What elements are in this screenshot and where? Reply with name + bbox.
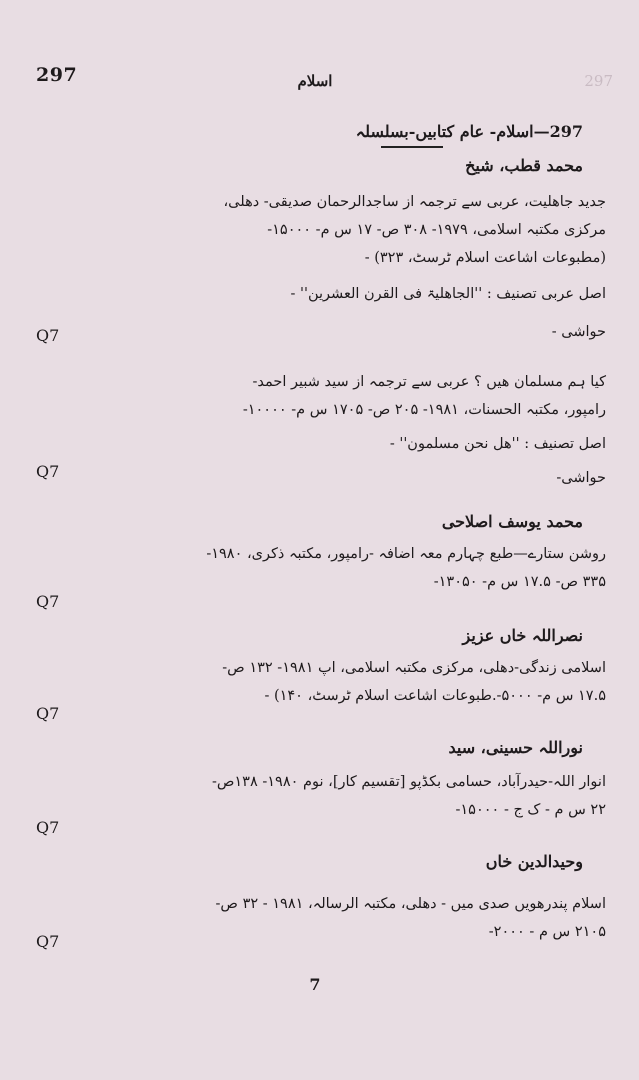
bleed-through-page-number: 297 <box>584 72 613 90</box>
classification-code: Q7 <box>36 818 60 837</box>
section-underline <box>381 146 443 148</box>
footer-page-number: 7 <box>309 975 321 994</box>
author-heading: محمد قطب، شیخ <box>465 156 583 175</box>
page-number: 297 <box>36 64 78 86</box>
classification-code: Q7 <box>36 704 60 723</box>
entry-line: اصل عربی تصنیف : ''الجاھلیۃ فی القرن العشرین'' - <box>290 286 606 302</box>
author-heading: نوراللہ حسینی، سید <box>448 738 583 757</box>
entry-line: انوار اللہ-حیدرآباد، حسامی بکڈپو [تقسیم کار]، نوم ۱۹۸۰- ۱۳۸ص- <box>211 774 606 790</box>
entry-line: ۱۷.۵ س م- ۵۰۰۰-.طبوعات اشاعت اسلام ٹرسٹ، ۱۴۰) - <box>264 688 606 704</box>
classification-code: Q7 <box>36 462 60 481</box>
entry-line: روشن ستارے—طبع چہارم معہ اضافہ -رامپور، مکتبہ ذکری، ۱۹۸۰- <box>206 546 606 562</box>
bibliographic-entry <box>35 654 606 710</box>
author-heading: وحیدالدین خاں <box>485 852 583 871</box>
bibliographic-entry <box>35 768 606 824</box>
page-header-title: اسلام <box>297 72 333 90</box>
entry-line: حواشی- <box>556 470 606 486</box>
classification-code: Q7 <box>36 932 60 951</box>
entry-line: مرکزی مکتبہ اسلامی، ۱۹۷۹- ۳۰۸ ص- ۱۷ س م- ۱۵۰۰۰- <box>267 222 606 238</box>
entry-line: جدید جاھلیت، عربی سے ترجمہ از ساجدالرحمان صدیقی- دھلی، <box>223 194 606 210</box>
entry-line: اسلام پندرھویں صدی میں - دھلی، مکتبہ الرسالہ، ۱۹۸۱ - ۳۲ ص- <box>215 896 606 912</box>
section-heading <box>356 122 583 141</box>
classification-code: Q7 <box>36 326 60 345</box>
section-heading-text: 297—اسلام- عام کتابیں-بسلسلہ <box>355 122 583 141</box>
entry-line: ۲۱۰۵ س م - ۲۰۰۰- <box>488 924 606 940</box>
author-heading: محمد یوسف اصلاحی <box>441 512 583 531</box>
entry-line: ۳۳۵ ص- ۱۷.۵ س م- ۱۳۰۵۰- <box>433 574 606 590</box>
bibliographic-entry <box>35 368 606 492</box>
entry-line: ۲۲ س م - ک ج - ۱۵۰۰۰- <box>455 802 606 818</box>
author-heading: نصراللہ خاں عزیز <box>462 626 583 645</box>
entry-line: کیا ہم مسلمان ھیں ؟ عربی سے ترجمہ از سید شبیر احمد- <box>252 374 606 390</box>
classification-code: Q7 <box>36 592 60 611</box>
entry-line: رامپور، مکتبہ الحسنات، ۱۹۸۱- ۲۰۵ ص- ۱۷۰۵ س م- ۱۰۰۰۰- <box>242 402 606 418</box>
bibliographic-entry <box>35 188 606 346</box>
entry-line: اسلامی زندگی-دھلی، مرکزی مکتبہ اسلامی، اپ ۱۹۸۱- ۱۳۲ ص- <box>222 660 606 676</box>
bibliographic-entry <box>35 890 606 946</box>
bibliographic-entry <box>35 540 606 596</box>
entry-line: حواشی - <box>551 324 606 340</box>
entry-line: اصل تصنیف : ''ھل نحن مسلمون'' - <box>389 436 606 452</box>
entry-line: (مطبوعات اشاعت اسلام ٹرسٹ، ۳۲۳) - <box>364 250 606 266</box>
